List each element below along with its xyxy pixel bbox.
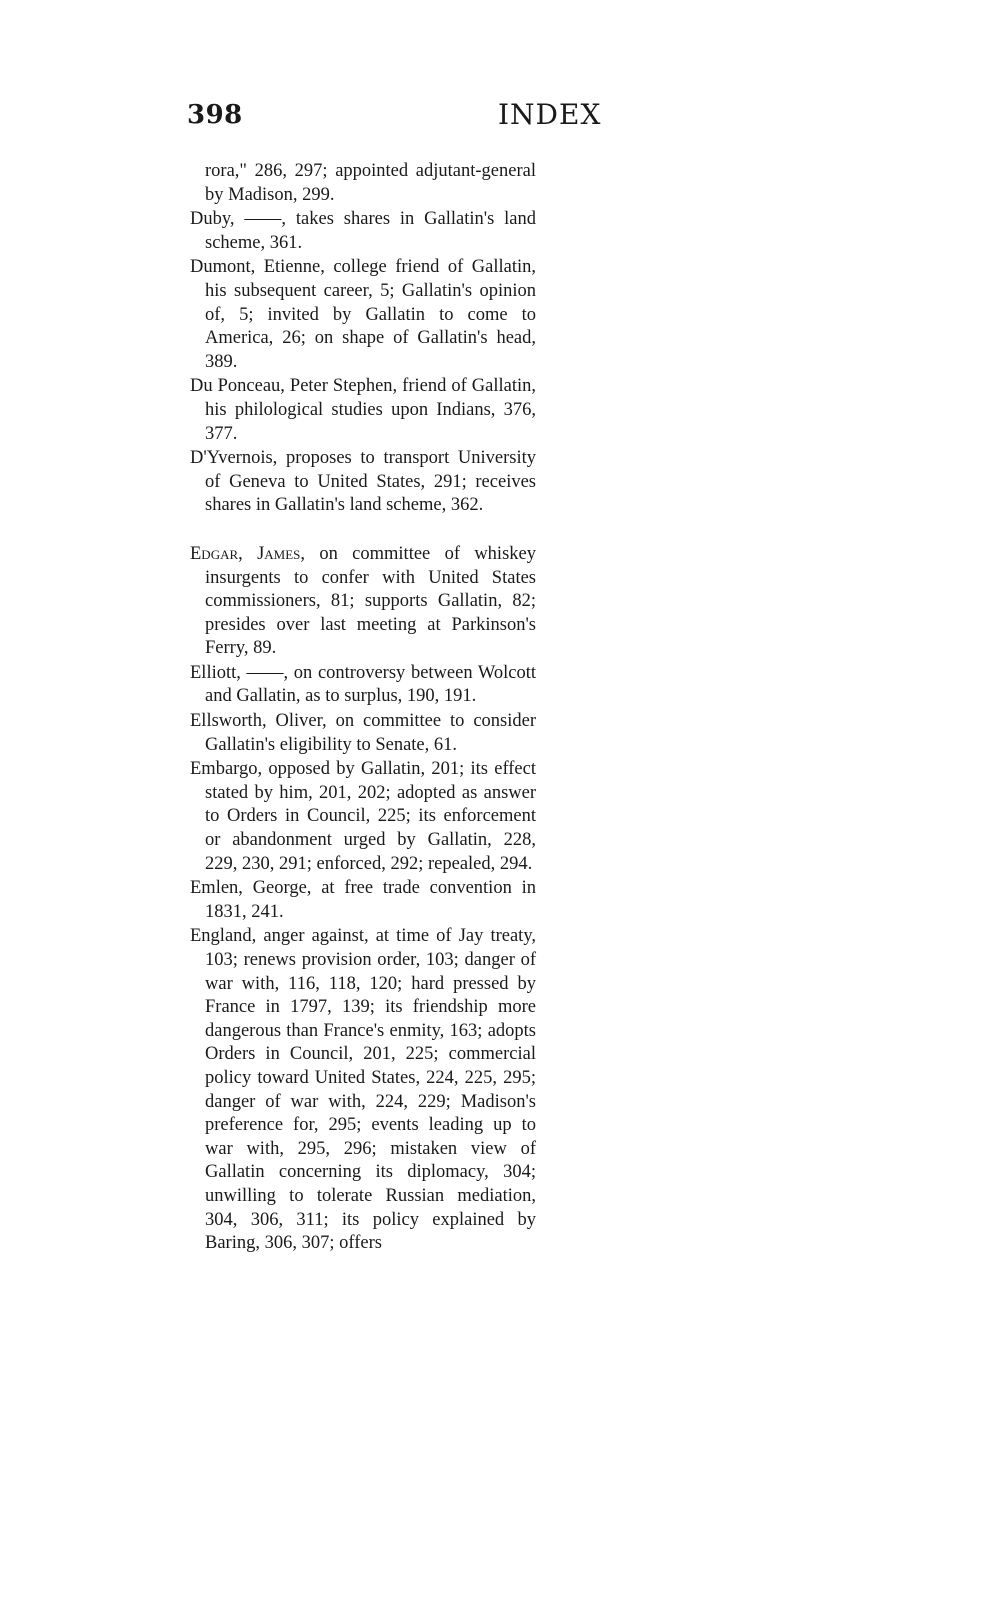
entry-heading: Edgar, James, bbox=[190, 543, 306, 564]
index-entry bbox=[190, 543, 536, 661]
entry-text: college friend of Gallatin, his subsequent career, 5; Gallatin's opinion of, 5; invited by Gallatin to come to America, 26; on shape of Gallatin's head, 389. bbox=[205, 257, 536, 372]
index-entry bbox=[190, 710, 536, 757]
index-column bbox=[190, 160, 536, 1256]
entry-text: friend of Gallatin, his philological studies upon Indians, 376, 377. bbox=[205, 376, 536, 444]
entry-text: at free trade convention in 1831, 241. bbox=[205, 878, 536, 922]
index-entry bbox=[190, 256, 536, 374]
index-entry bbox=[190, 758, 536, 876]
entry-heading: England, bbox=[190, 926, 257, 947]
entry-heading: Duby, ——, bbox=[190, 209, 287, 230]
entry-text: on committee to consider Gallatin's eligibility to Senate, 61. bbox=[205, 711, 536, 755]
index-entry bbox=[190, 160, 536, 207]
entry-heading: D'Yvernois, bbox=[190, 448, 278, 469]
entry-heading: Ellsworth, Oliver, bbox=[190, 711, 327, 732]
entry-heading: Elliott, ——, bbox=[190, 662, 289, 683]
letter-section-gap bbox=[190, 518, 536, 543]
entry-text: rora," 286, 297; appointed adjutant-general by Madison, 299. bbox=[205, 161, 536, 205]
entry-text: takes shares in Gallatin's land scheme, 361. bbox=[205, 209, 536, 253]
page-number: 398 bbox=[187, 100, 243, 130]
entry-heading: Du Ponceau, Peter Stephen, bbox=[190, 376, 398, 397]
index-entry bbox=[190, 925, 536, 1255]
index-entry bbox=[190, 877, 536, 924]
entry-heading: Embargo, bbox=[190, 759, 263, 780]
entry-text: on controversy between Wolcott and Gallatin, as to surplus, 190, 191. bbox=[205, 662, 536, 707]
entry-heading: Dumont, Etienne, bbox=[190, 257, 325, 278]
running-head: INDEX bbox=[498, 98, 602, 131]
index-entry bbox=[190, 447, 536, 518]
entry-text: on committee of whiskey insurgents to confer with United States commissioners, 81; supports Gallatin, 82; presides over last meeting at Parkinson's Ferry, 89. bbox=[205, 543, 536, 659]
index-entry bbox=[190, 375, 536, 446]
entry-heading: Emlen, George, bbox=[190, 878, 312, 899]
entry-text: anger against, at time of Jay treaty, 103; renews provision order, 103; danger of war with, 116, 118, 120; hard pressed by France in 1797, 139; its friendship more dangerous than France's enmity, 163; adopts Orders in Council, 201, 225; commercial policy toward United States, 224, 225, 295; danger of war with, 224, 229; Madison's preference for, 295; events leading up to war with, 295, 296; mistaken view of Gallatin concerning its diplomacy, 304; unwilling to tolerate Russian mediation, 304, 306, 311; its policy explained by Baring, 306, 307; offers bbox=[205, 926, 536, 1254]
entry-text: opposed by Gallatin, 201; its effect stated by him, 201, 202; adopted as answer to Orders in Council, 225; its enforcement or abandonment urged by Gallatin, 228, 229, 230, 291; enforced, 292; repealed, 294. bbox=[205, 759, 536, 874]
entry-text: proposes to transport University of Geneva to United States, 291; receives shares in Gallatin's land scheme, 362. bbox=[205, 448, 536, 516]
index-entry bbox=[190, 208, 536, 255]
index-entry bbox=[190, 662, 536, 709]
